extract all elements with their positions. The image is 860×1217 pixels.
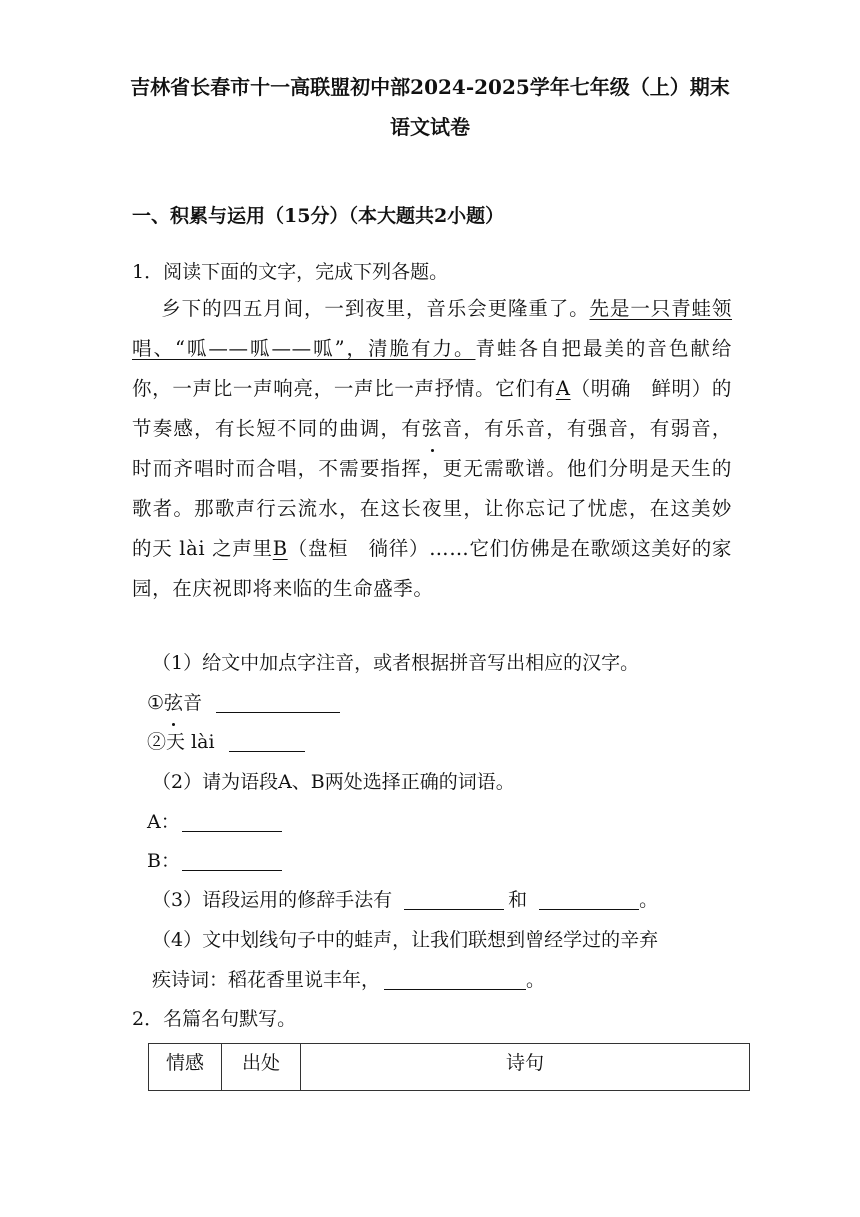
sub-question-3-end: 。 xyxy=(639,889,659,911)
underlined-sentence: 先是一只青蛙领唱、“呱——呱——呱”，清脆有力。 xyxy=(132,297,733,360)
sub-question-3-and: 和 xyxy=(508,889,528,911)
exam-title-line2: 语文试卷 xyxy=(390,115,470,139)
item-1-prefix: ① xyxy=(147,692,165,714)
item-2-label: ②天 lài xyxy=(147,731,215,753)
sub-question-3-text: （3）语段运用的修辞手法有 xyxy=(152,889,393,911)
answer-blank-2[interactable] xyxy=(229,727,305,752)
dotted-character: 弦 xyxy=(422,409,442,449)
sub-question-3 xyxy=(152,880,658,920)
answer-blank-rhetoric-2[interactable] xyxy=(539,885,639,910)
question-1-stem: 1．阅读下面的文字，完成下列各题。 xyxy=(132,261,449,283)
table-header-source: 出处 xyxy=(222,1044,301,1091)
answer-a-label: A： xyxy=(147,811,180,833)
table-header-emotion: 情感 xyxy=(149,1044,222,1091)
table-header-verse: 诗句 xyxy=(301,1044,750,1091)
poem-table xyxy=(148,1043,750,1091)
table-header-row xyxy=(149,1044,750,1091)
passage-text-2: 青蛙各自把最美的音色献给你，一声比一声响亮，一声比一声抒情。它们有 xyxy=(132,337,732,400)
passage-text-1: 乡下的四五月间，一到夜里，音乐会更隆重了。 xyxy=(161,297,590,320)
blank-mark-a: A xyxy=(555,377,571,400)
passage-text-5: ……它们仿佛是在歌颂这美好的家园，在庆祝即将来临的生命盛季。 xyxy=(132,537,732,600)
sub-question-4-line1: （4）文中划线句子中的蛙声，让我们联想到曾经学过的辛弃 xyxy=(152,929,659,951)
answer-b-row xyxy=(147,841,282,881)
answer-blank-poem[interactable] xyxy=(384,965,526,990)
item-1-rest: 音 xyxy=(183,692,203,714)
answer-blank-a[interactable] xyxy=(182,807,282,832)
word-options-b: （盘桓 徜徉） xyxy=(287,537,430,560)
word-options-a: （明确 鲜明） xyxy=(570,377,712,400)
answer-blank-b[interactable] xyxy=(182,846,282,871)
answer-blank-rhetoric-1[interactable] xyxy=(404,885,504,910)
answer-blank-1[interactable] xyxy=(216,688,340,713)
sub-question-4-line2 xyxy=(152,960,545,1000)
reading-passage xyxy=(132,289,732,609)
sub-question-4-end: 。 xyxy=(526,969,546,991)
passage-text-3: 的节奏感，有长短不同的曲调，有 xyxy=(132,377,733,440)
item-2 xyxy=(147,722,305,762)
answer-b-label: B： xyxy=(147,850,180,872)
blank-mark-b: B xyxy=(272,537,288,560)
passage-text-4: 音，有乐音，有强音，有弱音，时而齐唱时而合唱，不需要指挥，更无需歌谱。他们分明是天生的歌者。那歌声行云流水，在这长夜里，让你忘记了忧虑，在这美妙的天 lài 之声里 xyxy=(132,417,733,560)
question-2-stem: 2．名篇名句默写。 xyxy=(132,1008,297,1030)
sub-question-4-text: 疾诗词：稻花香里说丰年， xyxy=(152,969,381,991)
section-heading: 一、积累与运用（15分）（本大题共2小题） xyxy=(132,205,505,227)
item-1 xyxy=(147,683,340,723)
sub-question-2: （2）请为语段A、B两处选择正确的词语。 xyxy=(152,771,515,793)
exam-title-line1: 吉林省长春市十一高联盟初中部2024-2025学年七年级（上）期末 xyxy=(130,75,730,99)
answer-a-row xyxy=(147,802,282,842)
sub-question-1: （1）给文中加点字注音，或者根据拼音写出相应的汉字。 xyxy=(152,652,640,674)
item-1-dotted-char: 弦 xyxy=(164,683,183,723)
